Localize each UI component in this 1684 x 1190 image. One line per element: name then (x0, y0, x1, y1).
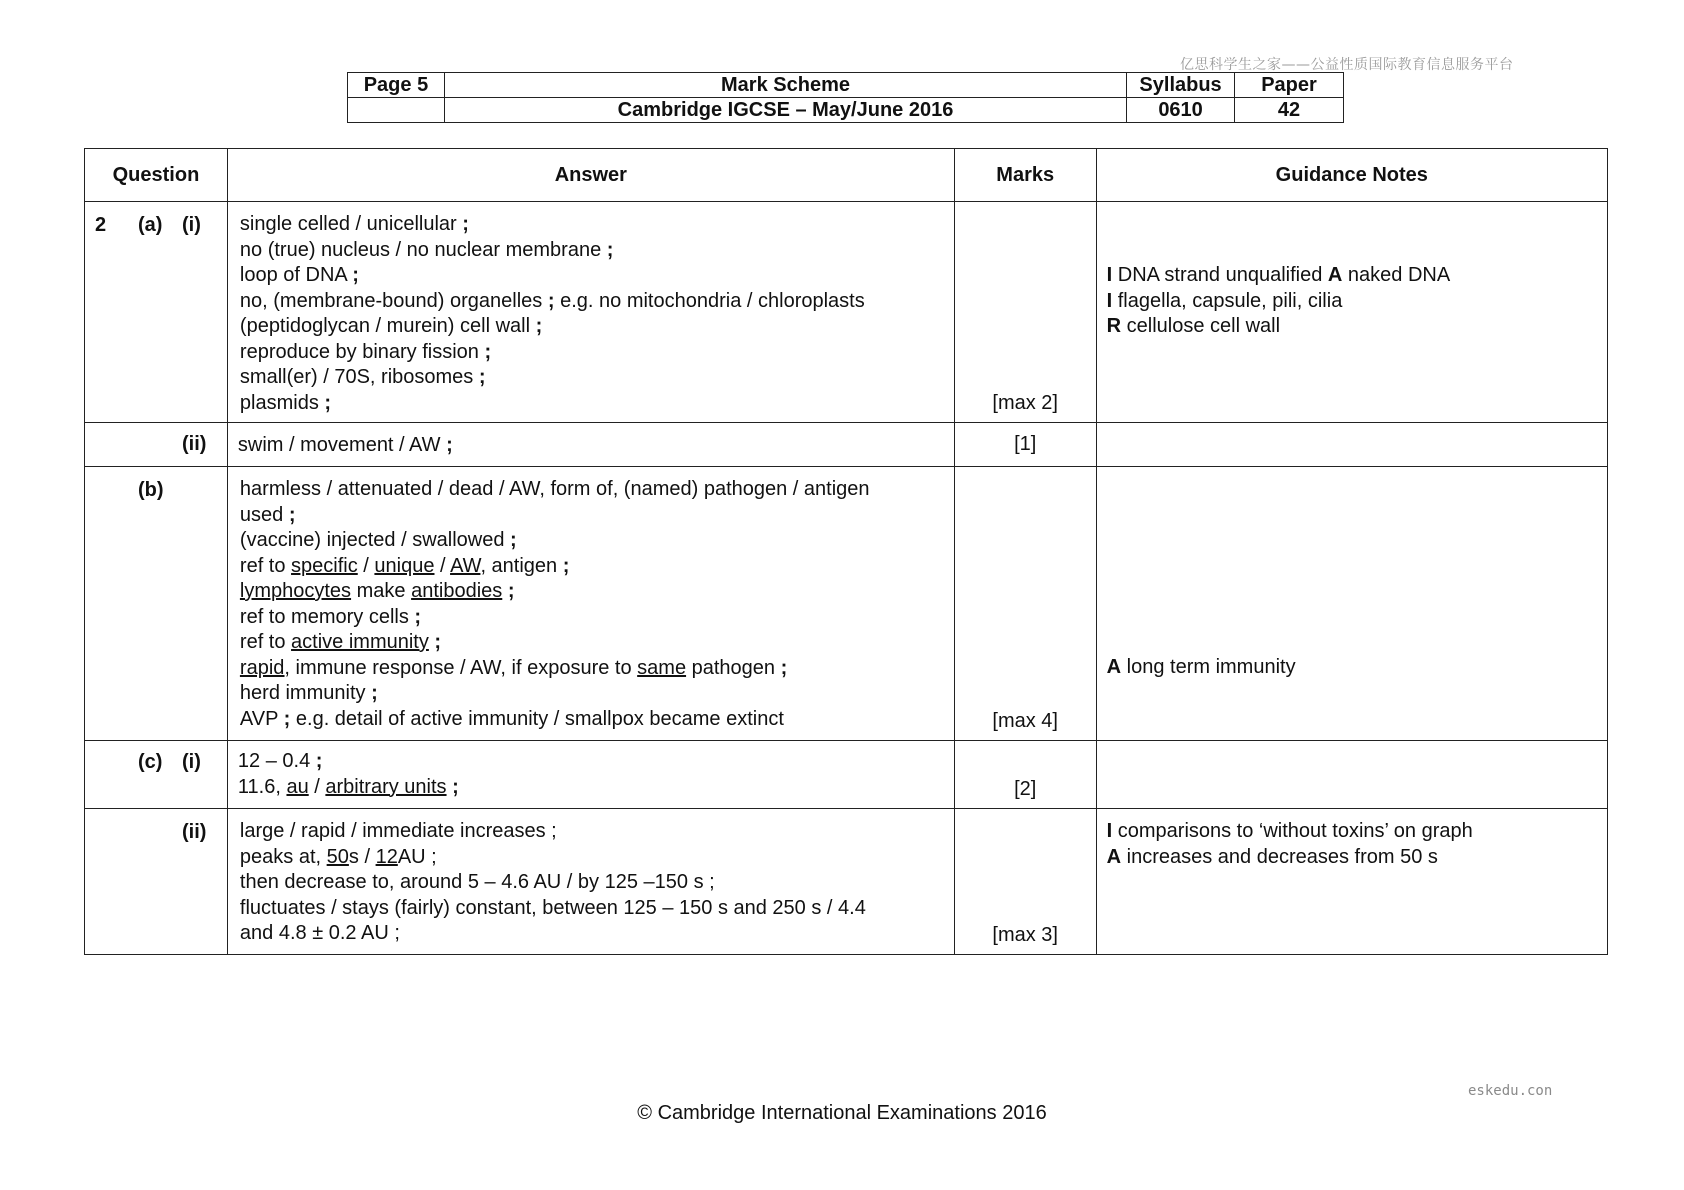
answer-line: 12 – 0.4 (237, 750, 311, 772)
answer-underlined: rapid, (239, 656, 290, 679)
table-header-row (85, 149, 1608, 202)
col-question: Question (85, 149, 228, 202)
guidance-flag: I (1106, 289, 1113, 312)
marks-cell: [max 2] (954, 202, 1096, 423)
guidance-flag: I (1106, 264, 1113, 286)
marks-cell: [max 4] (954, 467, 1096, 741)
syllabus-value: 0610 (1127, 98, 1235, 123)
answer-line: (vaccine) injected / swallowed (239, 529, 505, 551)
question-cell (85, 741, 228, 809)
question-subpart: (i) (182, 214, 201, 236)
answer-line: used (239, 503, 284, 526)
table-row (85, 809, 1608, 955)
table-row (85, 741, 1608, 809)
answer-line: ref to memory cells (239, 605, 409, 628)
question-cell (85, 202, 228, 423)
guidance-cell (1096, 423, 1607, 467)
guidance-cell (1096, 741, 1607, 809)
answer-line: harmless / attenuated / dead / AW, form of, (named) pathogen / antigen (239, 478, 870, 500)
question-part: (b) (138, 479, 164, 501)
page-empty-cell (348, 98, 445, 123)
answer-underlined: active immunity (291, 631, 429, 653)
table-row (85, 202, 1608, 423)
guidance-flag: A (1106, 845, 1122, 868)
answer-underlined: arbitrary units (325, 775, 447, 798)
answer-cell: 12 – 0.4 ; 11.6, au / arbitrary units ; (227, 741, 954, 809)
answer-text: ref to (239, 554, 286, 577)
col-answer: Answer (227, 149, 954, 202)
answer-line: (peptidoglycan / murein) cell wall (239, 315, 531, 337)
question-part: (c) (138, 751, 163, 773)
answer-text: , antigen (480, 554, 558, 577)
answer-line: plasmids (239, 391, 319, 414)
answer-text: AVP (239, 707, 279, 730)
answer-text: immune response / AW, if exposure to (295, 656, 632, 679)
answer-text: 11.6, (237, 775, 281, 798)
page-label: Page 5 (348, 73, 445, 98)
guidance-text: cellulose cell wall (1126, 315, 1281, 337)
question-subpart: (ii) (182, 821, 207, 843)
question-part: (a) (138, 214, 163, 236)
answer-line: no (true) nucleus / no nuclear membrane (239, 238, 602, 261)
guidance-cell (1096, 809, 1607, 955)
answer-line: and 4.8 ± 0.2 AU ; (239, 922, 400, 944)
answer-line: then decrease to, around 5 – 4.6 AU / by 125 –150 s ; (239, 871, 715, 893)
question-cell (85, 809, 228, 955)
guidance-flag: A (1106, 656, 1122, 678)
answer-text: pathogen (691, 656, 776, 679)
copyright-footer: © Cambridge International Examinations 2016 (637, 1102, 1047, 1124)
answer-underlined: specific (291, 554, 358, 577)
answer-text: AU ; (397, 845, 437, 868)
table-row (85, 467, 1608, 741)
answer-underlined: same (637, 656, 687, 679)
answer-line: single celled / unicellular (239, 213, 457, 235)
answer-line: small(er) / 70S, ribosomes (239, 366, 474, 388)
question-subpart: (i) (182, 751, 201, 773)
answer-underlined: AW (450, 554, 481, 577)
answer-line: reproduce by binary fission (239, 340, 479, 363)
guidance-text: naked DNA (1347, 264, 1451, 286)
answer-line: swim / movement / AW (237, 434, 441, 456)
paper-value: 42 (1235, 98, 1344, 123)
answer-underlined: 50 (326, 845, 349, 868)
answer-text: s / (348, 845, 371, 868)
answer-underlined: unique (374, 554, 435, 577)
guidance-cell (1096, 202, 1607, 423)
answer-cell: harmless / attenuated / dead / AW, form of, (named) pathogen / antigen used ; (vaccine) injected / swallowed ; ref to specific / unique / AW, antigen ; lymphocytes make antibodies ; ref to memory cells ; ref to active immunity ; rapid, immune response / AW, if exposure to same pathogen ; herd immunity ; AVP ; e.g. detail of active immunity / smallpox became extinct (227, 467, 954, 741)
answer-line: e.g. no mitochondria / chloroplasts (560, 289, 865, 312)
question-number: 2 (95, 214, 107, 236)
question-cell (85, 467, 228, 741)
answer-underlined: lymphocytes (239, 580, 352, 602)
answer-line: large / rapid / immediate increases ; (239, 820, 557, 842)
guidance-text: flagella, capsule, pili, cilia (1117, 289, 1343, 312)
guidance-text: DNA strand unqualified (1117, 264, 1323, 286)
answer-underlined: 12 (375, 845, 398, 868)
answer-line: no, (membrane-bound) organelles (239, 289, 543, 312)
question-subpart: (ii) (182, 433, 207, 455)
guidance-cell (1096, 467, 1607, 741)
doc-subtitle: Cambridge IGCSE – May/June 2016 (444, 98, 1126, 123)
answer-cell: swim / movement / AW ; (227, 423, 954, 467)
question-cell (85, 423, 228, 467)
marks-cell: [max 3] (954, 809, 1096, 955)
col-guidance: Guidance Notes (1096, 149, 1607, 202)
doc-title: Mark Scheme (444, 73, 1126, 98)
guidance-text: increases and decreases from 50 s (1126, 845, 1438, 868)
answer-text: ref to (239, 631, 286, 653)
guidance-text: long term immunity (1126, 656, 1296, 678)
marks-cell: [1] (954, 423, 1096, 467)
guidance-text: comparisons to ‘without toxins’ on graph (1117, 820, 1473, 842)
answer-cell: single celled / unicellular ; no (true) nucleus / no nuclear membrane ; loop of DNA ; no, (membrane-bound) organelles ; e.g. no mitochondria / chloroplasts (peptidoglycan / murein) cell wall ; reproduce by binary fission ; small(er) / 70S, ribosomes ; plasmids ; (227, 202, 954, 423)
answer-underlined: antibodies (411, 580, 503, 602)
table-row (85, 423, 1608, 467)
mark-scheme-table (84, 148, 1608, 955)
guidance-flag: I (1106, 820, 1113, 842)
answer-line: loop of DNA (239, 264, 347, 286)
answer-text: e.g. detail of active immunity / smallpox became extinct (295, 707, 784, 730)
answer-text: peaks at, (239, 845, 322, 868)
marks-cell: [2] (954, 741, 1096, 809)
header-table (347, 72, 1344, 123)
watermark-top: 亿思科学生之家——公益性质国际教育信息服务平台 (1180, 57, 1514, 73)
watermark-bottom: eskedu.con (1468, 1083, 1553, 1099)
col-marks: Marks (954, 149, 1096, 202)
paper-label: Paper (1235, 73, 1344, 98)
answer-cell (227, 809, 954, 955)
answer-text: make (356, 580, 406, 602)
guidance-flag: R (1106, 315, 1122, 337)
guidance-flag: A (1327, 264, 1343, 286)
syllabus-label: Syllabus (1127, 73, 1235, 98)
answer-line: herd immunity (239, 682, 366, 704)
answer-underlined: au (286, 775, 309, 798)
answer-line: fluctuates / stays (fairly) constant, between 125 – 150 s and 250 s / 4.4 (239, 896, 866, 919)
